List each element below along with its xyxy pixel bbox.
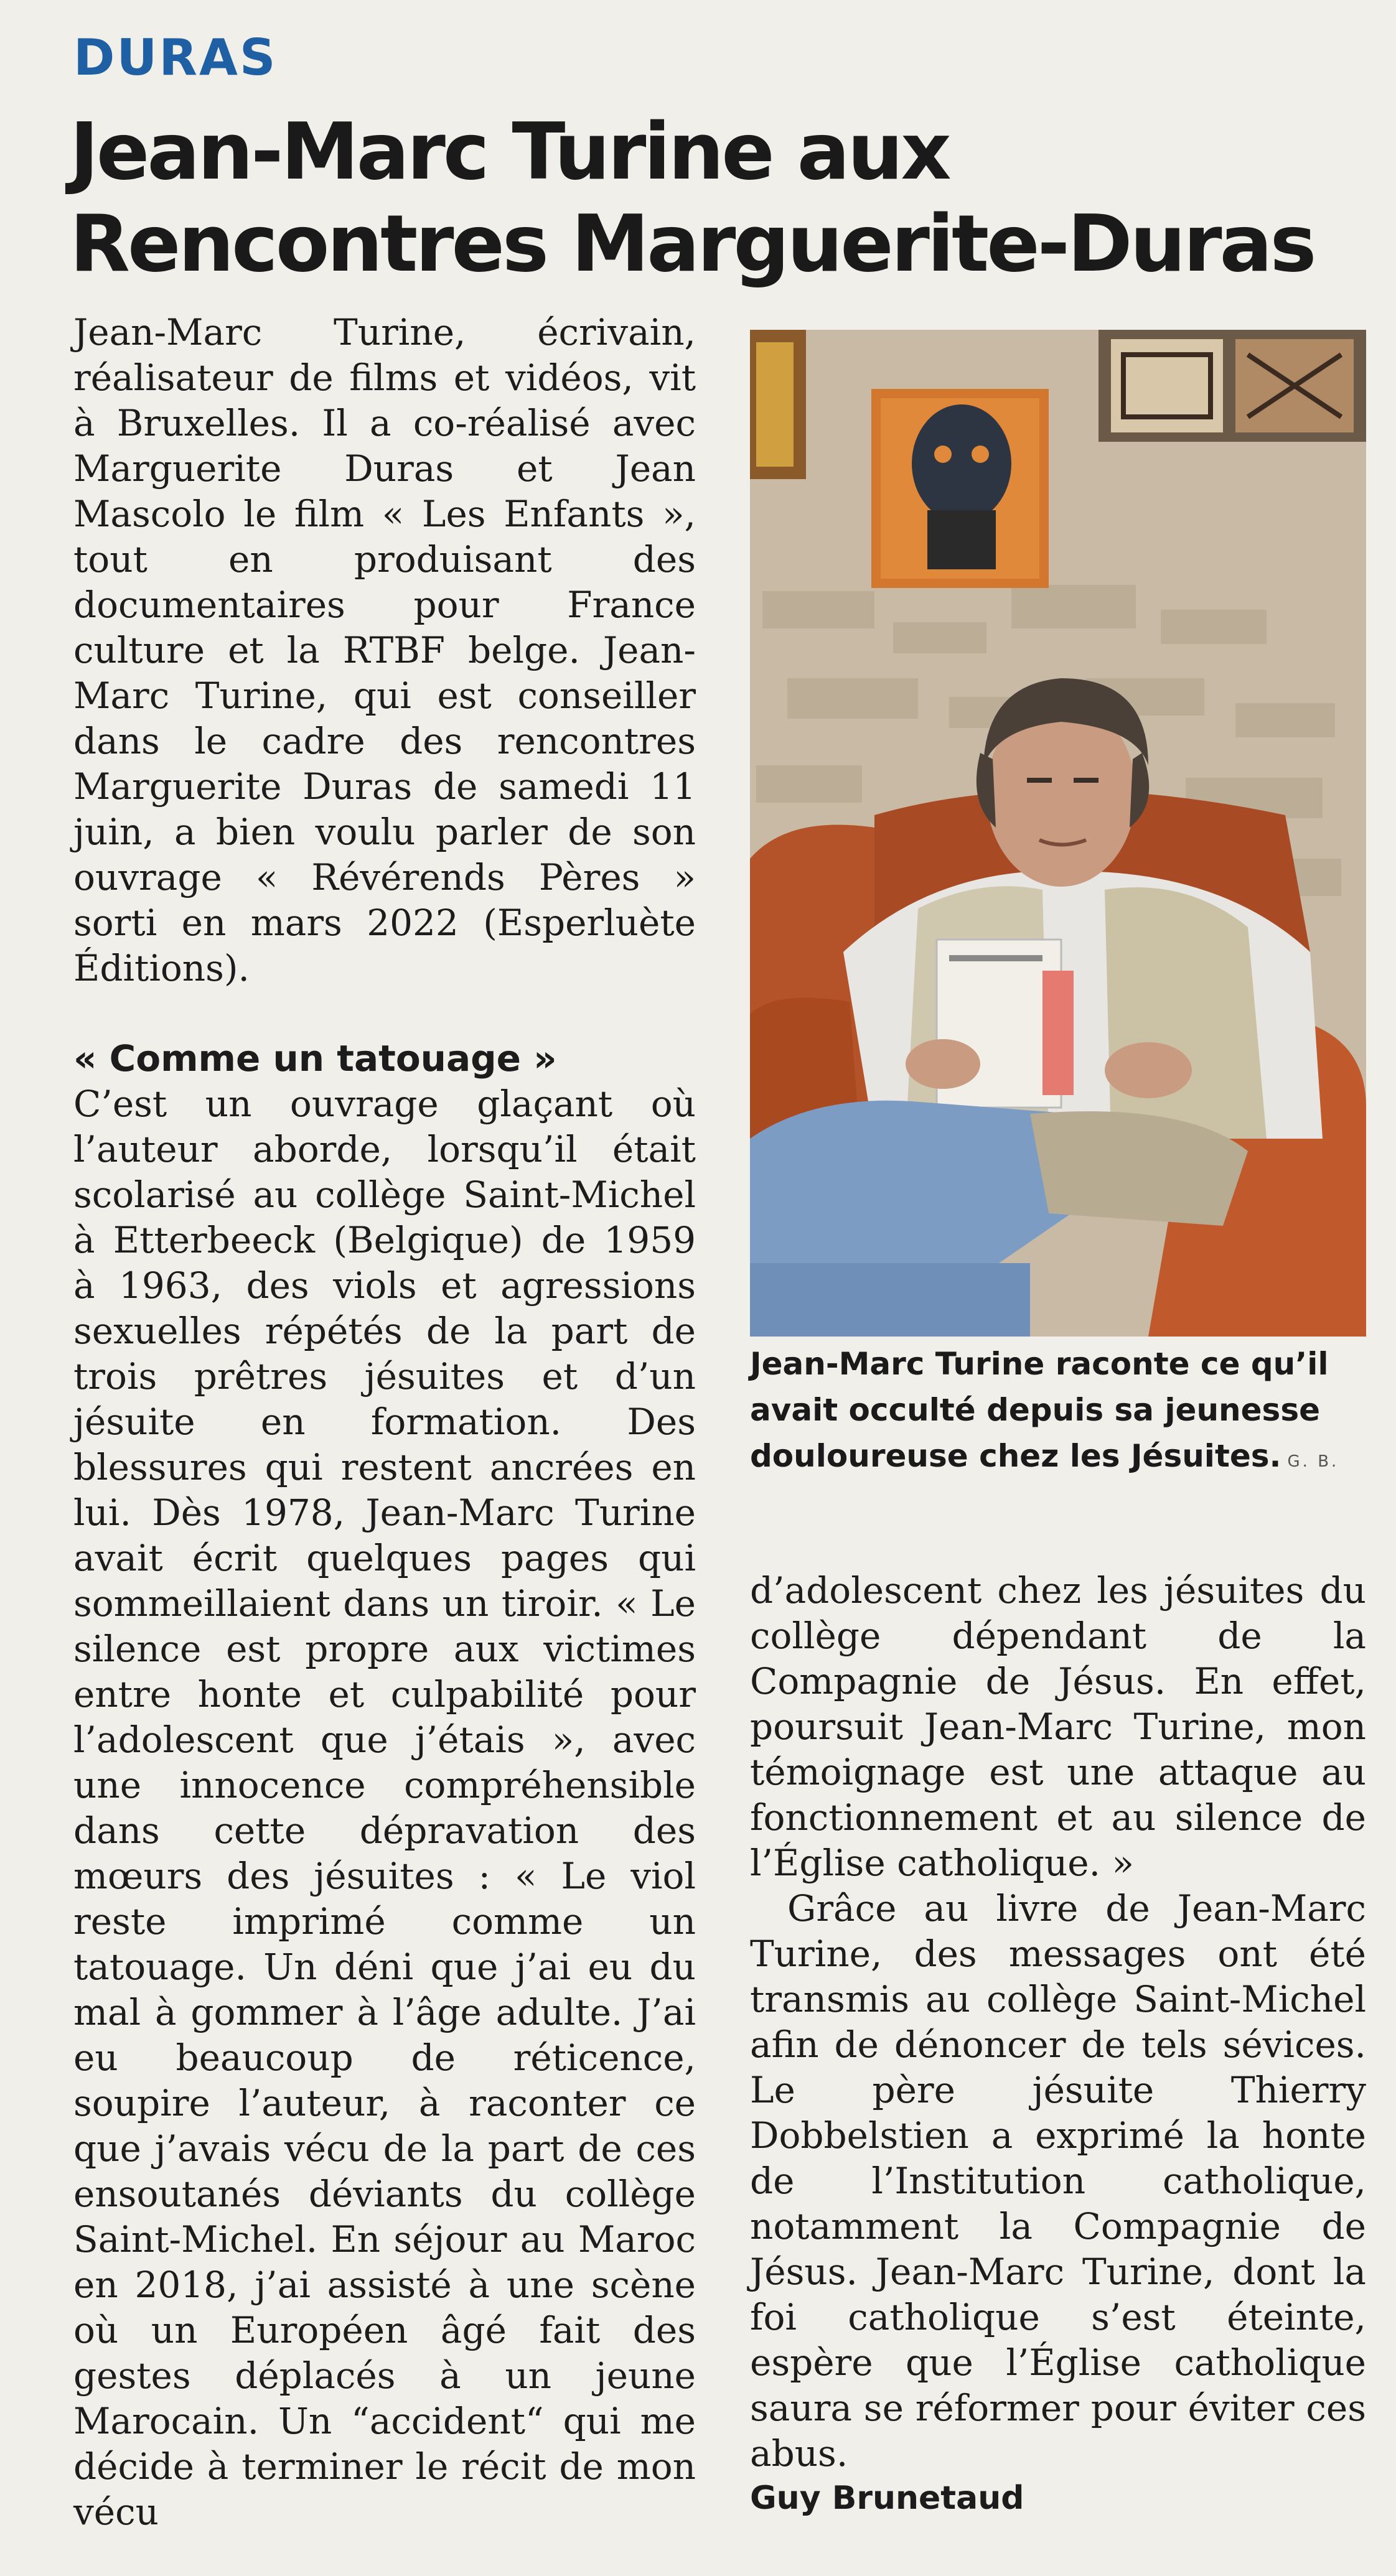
body-paragraph-left: C’est un ouvrage glaçant où l’auteur aborde, lorsqu’il était scolarisé au collège Saint-Michel à Etterbeeck (Belgique) de 1959 à 1963, des viols et agressions sexuelles répétés de la part de trois prêtres jésuites et d’un jésuite en formation. Des blessures qui restent ancrées en lui. Dès 1978, Jean-Marc Turine avait écrit quelques pages qui sommeillaient dans un tiroir. « Le silence est propre aux victimes entre honte et culpabilité pour l’adolescent que j’étais », avec une innocence compréhensible dans cette dépravation des mœurs des jésuites : « Le viol reste imprimé comme un tatouage. Un déni que j’ai eu du mal à gommer à l’âge adulte. J’ai eu beaucoup de réticence, soupire l’auteur, à raconter ce que j’avais vécu de la part de ces ensoutanés déviants du collège Saint-Michel. En séjour au Maroc en 2018, j’ai assisté à une scène où un Européen âgé fait des gestes déplacés à un jeune Marocain. Un “accident“ qui me décide à terminer le récit de mon vécu <box>73 1083 696 2533</box>
photo-credit: G. B. <box>1287 1452 1339 1471</box>
headline-line-2: Rencontres Marguerite-Duras <box>70 198 1314 289</box>
article-photo <box>750 330 1366 1337</box>
headline-line-1: Jean-Marc Turine aux <box>70 106 949 197</box>
photo-caption <box>750 1341 1366 1485</box>
section-kicker: DURAS <box>73 29 278 86</box>
body-paragraph-right-1: d’adolescent chez les jésuites du collège dépendant de la Compagnie de Jésus. En effet, poursuit Jean-Marc Turine, mon témoignage est une attaque au fonctionnement et au silence de l’Église catholique. » <box>750 1569 1366 1884</box>
left-column <box>73 310 696 2535</box>
body-paragraph-right-2: Grâce au livre de Jean-Marc Turine, des messages ont été transmis au collège Saint-Michel afin de dénoncer de tels sévices. Le père jésuite Thierry Dobbelstien a exprimé la honte de l’Institution catholique, notamment la Compagnie de Jésus. Jean-Marc Turine, dont la foi catholique s’est éteinte, espère que l’Église catholique saura se réformer pour éviter ces abus. <box>750 1887 1366 2475</box>
right-column <box>750 1568 1366 2476</box>
subheading: « Comme un tatouage » <box>73 1037 557 1080</box>
caption-text: Jean-Marc Turine raconte ce qu’il avait occulté depuis sa jeunesse douloureuse chez les Jésuites. <box>750 1346 1329 1474</box>
intro-paragraph: Jean-Marc Turine, écrivain, réalisateur de films et vidéos, vit à Bruxelles. Il a co-réalisé avec Marguerite Duras et Jean Mascolo le film « Les Enfants », tout en produisant des documentaires pour France culture et la RTBF belge. Jean-Marc Turine, qui est conseiller dans le cadre des rencontres Marguerite Duras de samedi 11 juin, a bien voulu parler de son ouvrage « Révérends Pères » sorti en mars 2022 (Esperluète Éditions). <box>73 311 696 989</box>
article-headline <box>70 106 1364 290</box>
author-byline: Guy Brunetaud <box>750 2480 1024 2517</box>
portrait-illustration <box>750 330 1366 1337</box>
